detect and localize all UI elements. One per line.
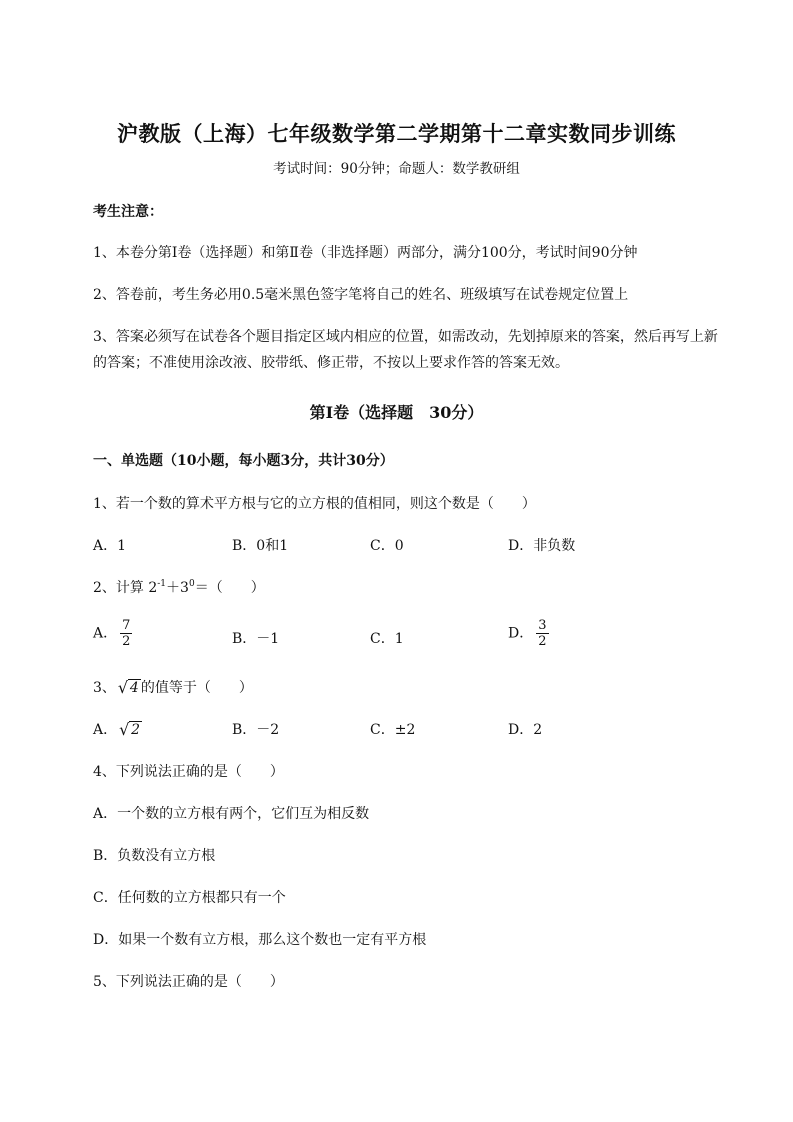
exam-title: 沪教版（上海）七年级数学第二学期第十二章实数同步训练 (117, 121, 676, 146)
square-root: √ 4 (117, 678, 139, 697)
option-a: A．一个数的立方根有两个，它们互为相反数 (93, 806, 370, 822)
question-stem (93, 577, 265, 597)
option-c: C．0 (370, 538, 404, 554)
option-a (93, 618, 132, 649)
fraction (120, 618, 132, 649)
radicand: 2 (131, 722, 141, 738)
question-stem: 4、下列说法正确的是（ ） (93, 764, 284, 780)
stem-plus: ＋3 (166, 580, 189, 596)
group-title: 一、单选题（10小题，每小题3分，共计30分） (93, 453, 394, 469)
note-item: 2、答卷前，考生务必用0.5毫米黑色签字笔将自己的姓名、班级填写在试卷规定位置上 (93, 287, 629, 303)
notes-heading: 考生注意： (93, 204, 163, 220)
option-d: D．如果一个数有立方根，那么这个数也一定有平方根 (93, 932, 427, 948)
option-c: C．1 (370, 631, 404, 647)
note-item: 的答案；不准使用涂改液、胶带纸、修正带，不按以上要求作答的答案无效。 (93, 355, 569, 371)
option-d: D．非负数 (508, 538, 576, 554)
option-label: A． (93, 625, 118, 642)
denominator: 2 (122, 634, 131, 649)
question-stem: 1、若一个数的算术平方根与它的立方根的值相同，则这个数是（ ） (93, 496, 536, 512)
question-stem: 5、下列说法正确的是（ ） (93, 974, 284, 990)
option-d (508, 618, 549, 649)
option-c: C．任何数的立方根都只有一个 (93, 890, 286, 906)
option-c: C．±2 (370, 722, 416, 738)
option-b: B．－1 (232, 631, 280, 647)
exponent: 0 (188, 579, 195, 589)
stem-prefix: 3、 (93, 680, 116, 696)
fraction (536, 618, 548, 649)
option-label: A． (93, 722, 118, 738)
exam-subtitle: 考试时间：90分钟；命题人：数学教研组 (273, 161, 520, 177)
option-b: B．负数没有立方根 (93, 848, 216, 864)
stem-suffix: 的值等于（ ） (140, 680, 253, 696)
option-a: A．1 (93, 538, 127, 554)
question-stem (93, 677, 253, 697)
option-label: D． (508, 625, 534, 642)
denominator: 2 (538, 634, 547, 649)
numerator: 3 (538, 618, 547, 633)
note-item: 1、本卷分第I卷（选择题）和第Ⅱ卷（非选择题）两部分，满分100分，考试时间90分钟 (93, 245, 638, 261)
option-a (93, 719, 142, 739)
option-b: B．0和1 (232, 538, 289, 554)
stem-prefix: 2、计算 2 (93, 580, 158, 596)
option-b: B．－2 (232, 722, 280, 738)
exponent: -1 (157, 579, 167, 589)
radicand: 4 (129, 680, 139, 696)
numerator: 7 (122, 618, 131, 633)
option-d: D．2 (508, 722, 543, 738)
note-item: 3、答案必须写在试卷各个题目指定区域内相应的位置，如需改动，先划掉原来的答案，然后再写上新 (93, 329, 718, 345)
section-title: 第I卷（选择题 30分） (309, 403, 484, 422)
stem-suffix: ＝（ ） (194, 580, 265, 596)
square-root: √ 2 (119, 720, 141, 739)
